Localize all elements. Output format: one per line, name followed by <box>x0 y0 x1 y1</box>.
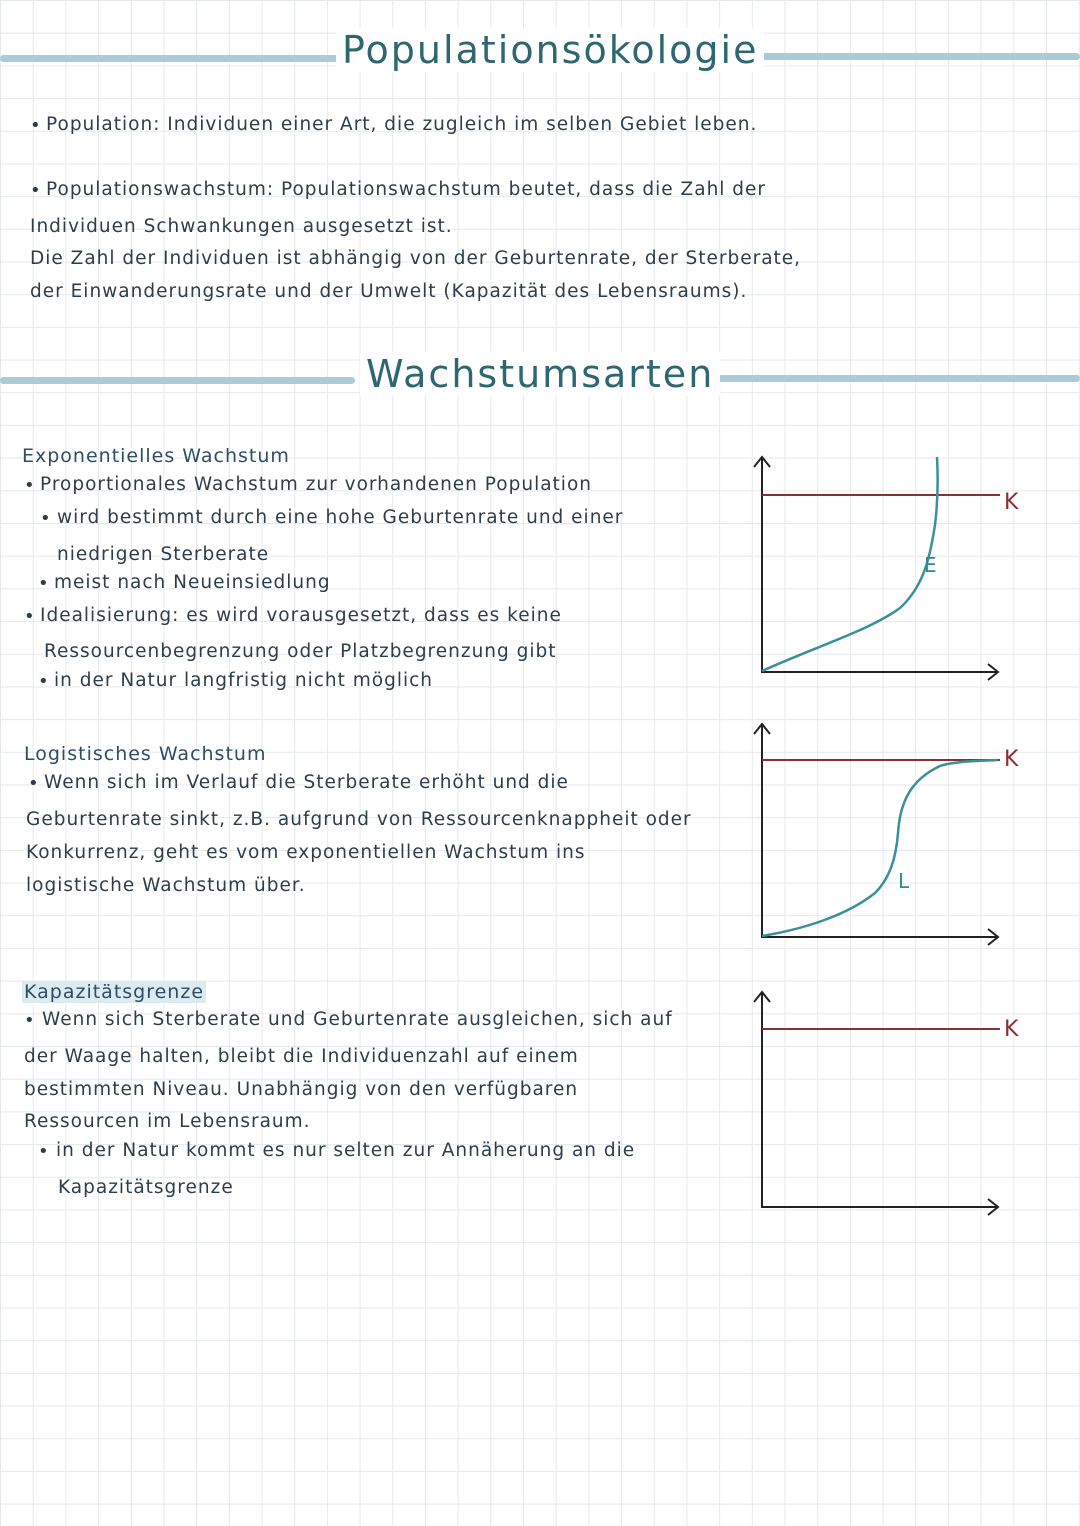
bullet-icon: • <box>28 773 39 794</box>
bullet-icon: • <box>38 671 49 692</box>
bullet-icon: • <box>38 1141 49 1162</box>
curve-label-e: E <box>924 553 937 577</box>
exponential-line-1: Proportionales Wachstum zur vorhandenen Population <box>40 474 592 495</box>
growth-line-3: Die Zahl der Individuen ist abhängig von der Geburtenrate, der Sterberate, <box>30 248 802 269</box>
exponential-curve <box>762 457 938 671</box>
capacity-line-4: Ressourcen im Lebensraum. <box>24 1111 311 1132</box>
logistic-line-1: Wenn sich im Verlauf die Sterberate erhöht und die <box>44 772 569 793</box>
capacity-line-1: Wenn sich Sterberate und Geburtenrate ausgleichen, sich auf <box>42 1009 673 1030</box>
curve-label-l: L <box>898 869 910 893</box>
population-definition: Population: Individuen einer Art, die zugleich im selben Gebiet leben. <box>46 114 758 135</box>
k-label: K <box>1004 747 1019 772</box>
exponential-line-3: niedrigen Sterberate <box>57 544 270 565</box>
k-label: K <box>1004 490 1019 515</box>
exponential-line-5: Idealisierung: es wird vorausgesetzt, dass es keine <box>40 605 562 626</box>
logistic-line-3: Konkurrenz, geht es vom exponentiellen Wachstum ins <box>26 842 586 863</box>
exponential-line-7: in der Natur langfristig nicht möglich <box>54 670 434 691</box>
bullet-icon: • <box>40 508 51 529</box>
section-rule-left <box>0 377 355 384</box>
bullet-icon: • <box>24 475 35 496</box>
capacity-heading-text: Kapazitätsgrenze <box>24 981 205 1003</box>
bullet-icon: • <box>30 180 41 201</box>
capacity-line-3: bestimmten Niveau. Unabhängig von den verfügbaren <box>24 1079 579 1100</box>
growth-line-1: Populationswachstum: Populationswachstum beutet, dass die Zahl der <box>46 179 767 200</box>
exponential-graph <box>740 445 1040 690</box>
bullet-icon: • <box>30 115 41 136</box>
capacity-heading <box>22 981 206 1003</box>
growth-line-2: Individuen Schwankungen ausgesetzt ist. <box>30 216 453 237</box>
page-title: Populationsökologie <box>336 28 764 72</box>
k-label: K <box>1004 1017 1019 1042</box>
bullet-icon: • <box>24 606 35 627</box>
capacity-line-6: Kapazitätsgrenze <box>58 1177 234 1198</box>
exponential-line-4: meist nach Neueinsiedlung <box>54 572 331 593</box>
section-rule-right <box>705 375 1080 382</box>
logistic-heading: Logistisches Wachstum <box>24 743 267 765</box>
logistic-graph <box>740 718 1040 953</box>
section-title: Wachstumsarten <box>360 352 720 396</box>
logistic-curve <box>762 760 998 936</box>
title-rule-left <box>0 55 345 62</box>
bullet-icon: • <box>24 1010 35 1031</box>
capacity-line-2: der Waage halten, bleibt die Individuenzahl auf einem <box>24 1046 579 1067</box>
title-rule-right <box>760 53 1080 60</box>
capacity-line-5: in der Natur kommt es nur selten zur Annäherung an die <box>56 1140 636 1161</box>
exponential-line-2: wird bestimmt durch eine hohe Geburtenrate und einer <box>57 507 624 528</box>
exponential-line-6: Ressourcenbegrenzung oder Platzbegrenzung gibt <box>44 641 557 662</box>
bullet-icon: • <box>38 573 49 594</box>
exponential-heading: Exponentielles Wachstum <box>22 445 290 467</box>
logistic-line-2: Geburtenrate sinkt, z.B. aufgrund von Ressourcenknappheit oder <box>26 809 692 830</box>
capacity-graph <box>740 986 1040 1221</box>
logistic-line-4: logistische Wachstum über. <box>26 875 306 896</box>
growth-line-4: der Einwanderungsrate und der Umwelt (Kapazität des Lebensraums). <box>30 281 748 302</box>
